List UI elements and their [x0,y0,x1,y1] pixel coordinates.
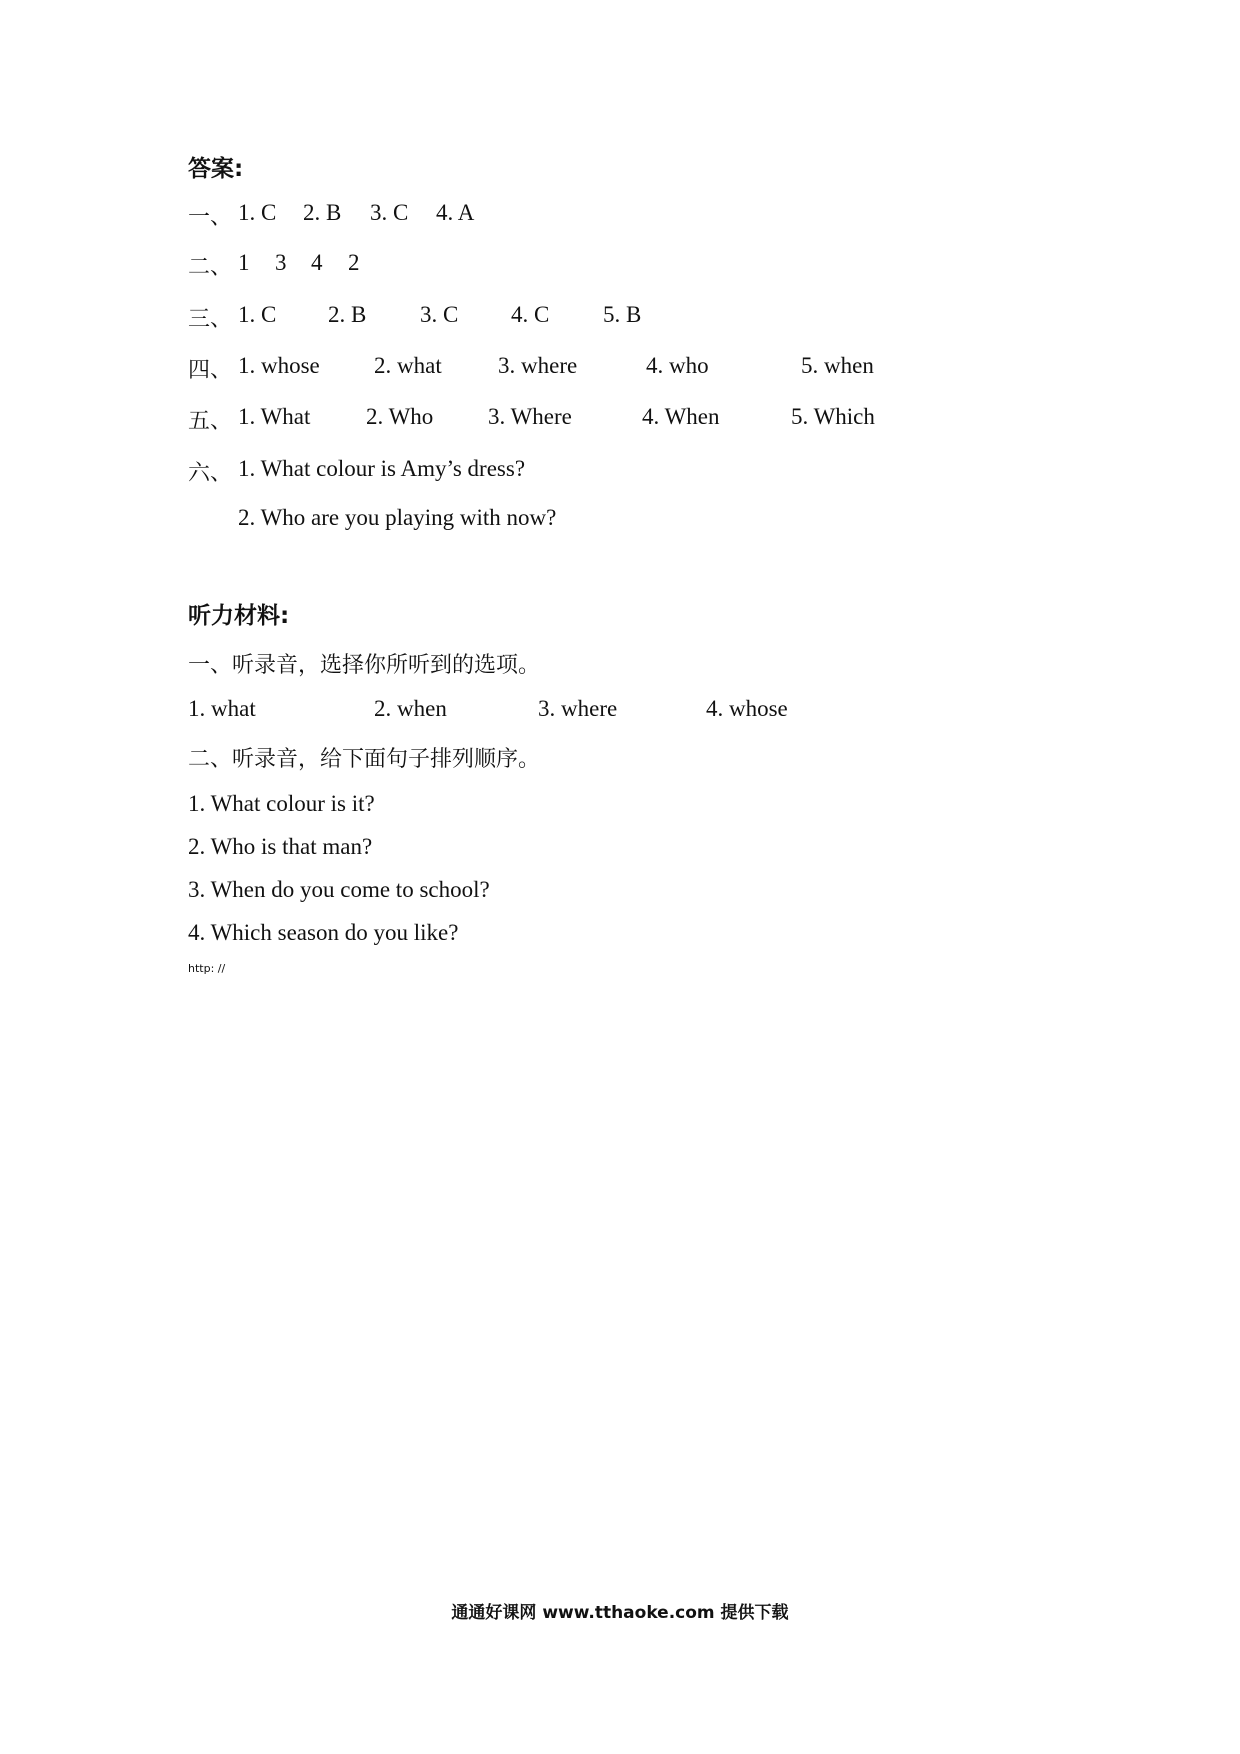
answer-item: 3. C [420,302,459,327]
answer-item: 2. B [328,302,367,327]
answer-item: 5. when [801,353,874,378]
listening-heading: 听力材料: [188,603,290,629]
answer-item: 1. C [238,302,277,327]
answer-item: 4. who [646,353,709,378]
answer-item: 2. Who [366,404,434,429]
answer-item: 4 [311,250,323,275]
answer-item: 1. What [238,404,311,429]
row-number: 一、 [188,205,233,230]
sentence-item: 2. Who is that man? [188,834,373,859]
option-item: 1. what [188,696,256,721]
row-number: 三、 [188,307,233,332]
listening-section-2-title: 二、听录音，给下面句子排列顺序。 [188,747,541,772]
answer-item: 3. Where [488,404,572,429]
option-item: 2. when [374,696,447,721]
row-number: 五、 [188,409,233,434]
row-number: 四、 [188,358,233,383]
sentence-item: 3. When do you come to school? [188,877,490,902]
option-item: 3. where [538,696,618,721]
answer-item: 1. whose [238,353,320,378]
listening-section-1-title: 一、听录音，选择你所听到的选项。 [188,653,541,678]
answer-item: 1 [238,250,250,275]
answer-item: 3. C [370,200,409,225]
answer-item: 4. When [642,404,720,429]
answer-item: 4. C [511,302,550,327]
sentence-item: 1. What colour is it? [188,791,375,816]
answer-item: 2. B [303,200,342,225]
row-number: 二、 [188,255,233,280]
answer-item: 5. Which [791,404,875,429]
footer-download-note: 通通好课网 www.tthaoke.com 提供下载 [451,1603,789,1623]
answer-item: 4. A [436,200,475,225]
row-number: 六、 [188,461,233,486]
option-item: 4. whose [706,696,788,721]
answer-item: 1. C [238,200,277,225]
answer-item: 3. where [498,353,578,378]
answer-item: 2. Who are you playing with now? [238,505,557,530]
sentence-item: 4. Which season do you like? [188,920,459,945]
answer-item: 3 [275,250,287,275]
answers-heading: 答案: [188,156,244,182]
answer-item: 2 [348,250,360,275]
answer-item: 5. B [603,302,642,327]
answer-item: 1. What colour is Amy’s dress? [238,456,526,481]
answer-item: 2. what [374,353,442,378]
url-text: http: // [188,962,226,975]
